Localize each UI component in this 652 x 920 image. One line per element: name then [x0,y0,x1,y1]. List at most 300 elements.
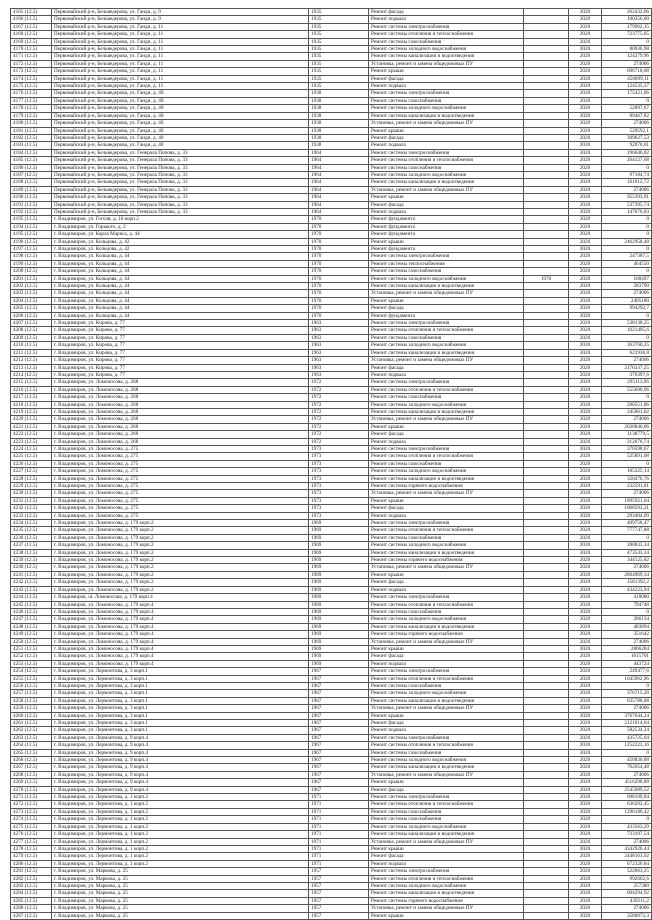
address-cell: г. Владимиров, ул. Ломоносова, д. 179 корп.2 [52,564,309,571]
extra-year-cell [524,394,569,401]
amount-cell: 309627,53 [602,134,652,141]
table-row [11,527,652,534]
amount-cell: 97184,74 [602,171,652,178]
plan-year-cell: 2020 [569,260,602,267]
row-id-cell: 4195 (12.5) [11,216,52,223]
row-id-cell: 4275 (12.5) [11,823,52,830]
plan-year-cell: 2020 [569,342,602,349]
extra-year-cell [524,297,569,304]
build-year-cell: 1969 [309,660,369,667]
amount-cell: 274006 [602,416,652,423]
extra-year-cell [524,660,569,667]
work-type-cell: Ремонт подвала [369,727,524,734]
plan-year-cell: 2020 [569,860,602,867]
work-type-cell: Ремонт системы теплоснабжения [369,260,524,267]
build-year-cell: 1957 [309,882,369,889]
table-row [11,416,652,423]
row-id-cell: 4273 (12.5) [11,808,52,815]
address-cell: Первомайский р-н, Бельведерова, ул. Ганди, д. 11 [52,68,309,75]
table-row [11,149,652,156]
plan-year-cell: 2020 [569,231,602,238]
amount-cell: 555600,96 [602,386,652,393]
plan-year-cell: 2020 [569,142,602,149]
amount-cell: 196646,02 [602,149,652,156]
work-type-cell: Ремонт системы газоснабжения [369,808,524,815]
plan-year-cell: 2020 [569,823,602,830]
amount-cell: 0 [602,268,652,275]
amount-cell: 124279,96 [602,53,652,60]
plan-year-cell: 2020 [569,520,602,527]
table-row [11,186,652,193]
work-type-cell: Ремонт крыши [369,194,524,201]
address-cell: г. Владимиров, ул. Лермонтова, д. 9 корп.4 [52,757,309,764]
address-cell: г. Владимиров, ул. Лермонтова, д. 3 корп.1 [52,682,309,689]
amount-cell: 604294,92 [602,890,652,897]
plan-year-cell: 2020 [569,297,602,304]
amount-cell: 696718,08 [602,68,652,75]
table-row [11,645,652,652]
address-cell: г. Владимиров, ул. Ломоносова, д. 268 [52,401,309,408]
plan-year-cell: 2020 [569,712,602,719]
plan-year-cell: 2020 [569,631,602,638]
plan-year-cell: 2020 [569,386,602,393]
extra-year-cell [524,386,569,393]
plan-year-cell: 2020 [569,216,602,223]
row-id-cell: 4168 (12.5) [11,31,52,38]
amount-cell: 274006 [602,60,652,67]
table-row [11,460,652,467]
address-cell: г. Владимиров, ул. Лермонтова, д. 3 корп.1 [52,675,309,682]
row-id-cell: 4287 (12.5) [11,912,52,919]
work-type-cell: Ремонт системы канализации и водоотведения [369,697,524,704]
extra-year-cell [524,120,569,127]
table-row [11,497,652,504]
row-id-cell: 4227 (12.5) [11,468,52,475]
table-row [11,305,652,312]
extra-year-cell [524,749,569,756]
plan-year-cell: 2020 [569,127,602,134]
build-year-cell: 1957 [309,905,369,912]
work-type-cell: Установка, ремонт и замена общедомовых ПУ [369,120,524,127]
table-row [11,764,652,771]
row-id-cell: 4185 (12.5) [11,157,52,164]
table-row [11,875,652,882]
build-year-cell: 1972 [309,431,369,438]
extra-year-cell [524,497,569,504]
address-cell: г. Владимиров, ул. Ломоносова, д. 179 корп.4 [52,623,309,630]
plan-year-cell: 2020 [569,579,602,586]
plan-year-cell: 2020 [569,660,602,667]
row-id-cell: 4263 (12.5) [11,734,52,741]
table-row [11,631,652,638]
plan-year-cell: 2020 [569,75,602,82]
extra-year-cell [524,779,569,786]
table-row [11,564,652,571]
row-id-cell: 4166 (12.5) [11,16,52,23]
build-year-cell: 1938 [309,105,369,112]
plan-year-cell: 2020 [569,171,602,178]
row-id-cell: 4207 (12.5) [11,320,52,327]
address-cell: г. Владимиров, ул. Лермонтова, д. 9 корп.4 [52,771,309,778]
plan-year-cell: 2020 [569,431,602,438]
amount-cell: 672326,84 [602,860,652,867]
plan-year-cell: 2020 [569,483,602,490]
work-type-cell: Ремонт фасада [369,134,524,141]
address-cell: г. Владимиров, ул. Кольцова, д. 44 [52,283,309,290]
extra-year-cell [524,727,569,734]
work-type-cell: Установка, ремонт и замена общедомовых ПУ [369,490,524,497]
row-id-cell: 4218 (12.5) [11,401,52,408]
work-type-cell: Ремонт системы канализации и водоотведения [369,283,524,290]
plan-year-cell: 2020 [569,194,602,201]
plan-year-cell: 2020 [569,401,602,408]
amount-cell: 274006 [602,490,652,497]
work-type-cell: Ремонт фасада [369,653,524,660]
work-type-cell: Ремонт системы электроснабжения [369,520,524,527]
build-year-cell: 1969 [309,653,369,660]
table-row [11,586,652,593]
work-type-cell: Ремонт системы канализации и водоотведения [369,349,524,356]
address-cell: г. Владимиров, ул. Ломоносова, д. 275 [52,505,309,512]
build-year-cell: 1938 [309,142,369,149]
build-year-cell: 1970 [309,283,369,290]
table-row [11,512,652,519]
build-year-cell: 1967 [309,786,369,793]
row-id-cell: 4272 (12.5) [11,801,52,808]
plan-year-cell: 2020 [569,868,602,875]
build-year-cell: 1969 [309,549,369,556]
plan-year-cell: 2020 [569,453,602,460]
work-type-cell: Ремонт крыши [369,845,524,852]
table-row [11,860,652,867]
extra-year-cell [524,164,569,171]
address-cell: г. Владимиров, ул. Ломоносова, д. 268 [52,416,309,423]
extra-year-cell [524,757,569,764]
table-row [11,720,652,727]
extra-year-cell [524,823,569,830]
row-id-cell: 4197 (12.5) [11,246,52,253]
address-cell: г. Владимиров, ул. Лермонтова, д. 9 корп.4 [52,779,309,786]
row-id-cell: 4219 (12.5) [11,408,52,415]
address-cell: г. Владимиров, ул. Ломоносова, д. 179 корп.2 [52,549,309,556]
amount-cell: 0 [602,164,652,171]
row-id-cell: 4279 (12.5) [11,853,52,860]
address-cell: г. Владимиров, ул. Кирова, д. 77 [52,357,309,364]
address-cell: г. Владимиров, ул. Ломоносова, д. 179 корп.2 [52,571,309,578]
address-cell: Первомайский р-н, Бельведерова, ул. Ганди, д. 40 [52,97,309,104]
table-row [11,327,652,334]
plan-year-cell: 2020 [569,497,602,504]
table-row [11,675,652,682]
extra-year-cell [524,179,569,186]
amount-cell: 274006 [602,186,652,193]
extra-year-cell [524,801,569,808]
address-cell: г. Владимиров, ул. Ломоносова, д. 275 [52,512,309,519]
address-cell: г. Владимиров, ул. Маркова, д. 25 [52,905,309,912]
work-type-cell: Ремонт фасада [369,364,524,371]
amount-cell: 777747,88 [602,527,652,534]
table-row [11,690,652,697]
amount-cell: 1615701 [602,653,652,660]
address-cell: г. Владимиров, ул. Лермонтова, д. 3 корп.1 [52,668,309,675]
row-id-cell: 4169 (12.5) [11,38,52,45]
table-row [11,423,652,430]
build-year-cell: 1972 [309,386,369,393]
build-year-cell: 1935 [309,9,369,16]
plan-year-cell: 2020 [569,445,602,452]
row-id-cell: 4285 (12.5) [11,897,52,904]
plan-year-cell: 2020 [569,364,602,371]
amount-cell: 0 [602,97,652,104]
plan-year-cell: 2020 [569,305,602,312]
amount-cell: 0 [602,749,652,756]
extra-year-cell [524,668,569,675]
row-id-cell: 4176 (12.5) [11,90,52,97]
extra-year-cell [524,631,569,638]
address-cell: Первомайский р-н, Бельведерова, ул. Ганди, д. 9 [52,9,309,16]
table-row [11,83,652,90]
extra-year-cell [524,608,569,615]
extra-year-cell [524,290,569,297]
amount-cell: 274006 [602,638,652,645]
plan-year-cell: 2020 [569,845,602,852]
work-type-cell: Ремонт системы горячего водоснабжения [369,631,524,638]
work-type-cell: Ремонт системы отопления и теплоснабжения [369,527,524,534]
build-year-cell: 1963 [309,334,369,341]
row-id-cell: 4205 (12.5) [11,305,52,312]
plan-year-cell: 2020 [569,586,602,593]
extra-year-cell [524,31,569,38]
extra-year-cell [524,364,569,371]
row-id-cell: 4212 (12.5) [11,357,52,364]
extra-year-cell [524,505,569,512]
row-id-cell: 4241 (12.5) [11,571,52,578]
address-cell: г. Владимиров, ул. Кольцова, д. 42 [52,246,309,253]
amount-cell: 0 [602,608,652,615]
extra-year-cell [524,371,569,378]
amount-cell: 185325,14 [602,468,652,475]
work-type-cell: Ремонт фасада [369,305,524,312]
address-cell: г. Владимиров, ул. Маркова, д. 25 [52,882,309,889]
build-year-cell: 1970 [309,305,369,312]
address-cell: Первомайский р-н, Бельведерова, ул. Ганди, д. 11 [52,23,309,30]
extra-year-cell [524,431,569,438]
extra-year-cell [524,268,569,275]
plan-year-cell: 2020 [569,268,602,275]
amount-cell: 168497 [602,275,652,282]
work-type-cell: Ремонт системы канализации и водоотведения [369,890,524,897]
work-type-cell: Ремонт системы газоснабжения [369,97,524,104]
table-row [11,557,652,564]
plan-year-cell: 2020 [569,675,602,682]
row-id-cell: 4165 (12.5) [11,9,52,16]
address-cell: г. Владимиров, ул. Маркова, д. 25 [52,890,309,897]
extra-year-cell [524,520,569,527]
build-year-cell: 1967 [309,734,369,741]
work-type-cell: Ремонт подвала [369,660,524,667]
table-row [11,46,652,53]
extra-year-cell [524,912,569,919]
work-type-cell: Ремонт крыши [369,297,524,304]
table-row [11,90,652,97]
address-cell: г. Владимиров, ул. Ломоносова, д. 268 [52,394,309,401]
build-year-cell: 1972 [309,423,369,430]
amount-cell: 280033,34 [602,542,652,549]
extra-year-cell [524,157,569,164]
build-year-cell: 1972 [309,379,369,386]
table-row [11,223,652,230]
work-type-cell: Ремонт подвала [369,586,524,593]
extra-year-cell [524,320,569,327]
table-row [11,453,652,460]
table-row [11,253,652,260]
build-year-cell: 1969 [309,586,369,593]
extra-year-cell [524,890,569,897]
amount-cell: 89467,82 [602,112,652,119]
row-id-cell: 4260 (12.5) [11,712,52,719]
table-row [11,179,652,186]
amount-cell: 247387,5 [602,253,652,260]
address-cell: г. Владимиров, ул. Ломоносова, д. 179 корп.4 [52,608,309,615]
address-cell: г. Владимиров, ул. Ломоносова, д. 179 корп.4 [52,631,309,638]
plan-year-cell: 2020 [569,557,602,564]
table-row [11,808,652,815]
work-type-cell: Ремонт системы электроснабжения [369,594,524,601]
extra-year-cell [524,23,569,30]
plan-year-cell: 2020 [569,179,602,186]
amount-cell: 264127,68 [602,157,652,164]
table-row [11,438,652,445]
table-row [11,194,652,201]
row-id-cell: 4190 (12.5) [11,194,52,201]
plan-year-cell: 2020 [569,512,602,519]
table-row [11,60,652,67]
row-id-cell: 4251 (12.5) [11,645,52,652]
amount-cell: 538138,25 [602,320,652,327]
work-type-cell: Ремонт фасада [369,9,524,16]
table-row [11,164,652,171]
plan-year-cell: 2020 [569,682,602,689]
amount-cell: 257380 [602,882,652,889]
plan-year-cell: 2020 [569,105,602,112]
amount-cell: 762654,48 [602,764,652,771]
extra-year-cell [524,238,569,245]
extra-year-cell [524,897,569,904]
extra-year-cell [524,527,569,534]
row-id-cell: 4220 (12.5) [11,416,52,423]
work-type-cell: Ремонт системы холодного водоснабжения [369,757,524,764]
table-row [11,882,652,889]
amount-cell: 1895921,64 [602,497,652,504]
build-year-cell: 1969 [309,601,369,608]
table-row [11,668,652,675]
address-cell: г. Владимиров, ул. Ломоносова, д. 179 корп.2 [52,542,309,549]
row-id-cell: 4270 (12.5) [11,786,52,793]
amount-cell: 274006 [602,564,652,571]
table-row [11,757,652,764]
build-year-cell: 1971 [309,860,369,867]
build-year-cell: 1972 [309,394,369,401]
build-year-cell: 1964 [309,201,369,208]
work-type-cell: Ремонт фундамента [369,231,524,238]
build-year-cell: 1973 [309,505,369,512]
build-year-cell: 1967 [309,690,369,697]
amount-cell: 320476,76 [602,475,652,482]
plan-year-cell: 2020 [569,779,602,786]
table-row [11,697,652,704]
row-id-cell: 4183 (12.5) [11,142,52,149]
row-id-cell: 4215 (12.5) [11,379,52,386]
extra-year-cell [524,601,569,608]
plan-year-cell: 2020 [569,690,602,697]
work-type-cell: Ремонт подвала [369,83,524,90]
plan-year-cell: 2020 [569,416,602,423]
address-cell: г. Владимиров, ул. Лермонтова, д. 1 корп.2 [52,845,309,852]
row-id-cell: 4266 (12.5) [11,757,52,764]
work-type-cell: Установка, ремонт и замена общедомовых ПУ [369,357,524,364]
plan-year-cell: 2020 [569,905,602,912]
row-id-cell: 4264 (12.5) [11,742,52,749]
plan-year-cell: 2020 [569,668,602,675]
amount-cell: 723775,65 [602,31,652,38]
build-year-cell: 1969 [309,638,369,645]
address-cell: Первомайский р-н, Бельведерова, ул. Ганди, д. 11 [52,53,309,60]
amount-cell: 522063,25 [602,868,652,875]
extra-year-cell [524,105,569,112]
amount-cell: 124535,37 [602,83,652,90]
address-cell: Первомайский р-н, Бельведерова, ул. Генерала Попова, д. 33 [52,171,309,178]
build-year-cell: 1973 [309,445,369,452]
build-year-cell: 1967 [309,742,369,749]
work-type-cell: Ремонт системы холодного водоснабжения [369,342,524,349]
extra-year-cell [524,38,569,45]
amount-cell: 274006 [602,905,652,912]
row-id-cell: 4252 (12.5) [11,653,52,660]
amount-cell: 955393,91 [602,194,652,201]
row-id-cell: 4175 (12.5) [11,83,52,90]
extra-year-cell [524,134,569,141]
extra-year-cell [524,549,569,556]
row-id-cell: 4201 (12.5) [11,275,52,282]
row-id-cell: 4255 (12.5) [11,675,52,682]
work-type-cell: Установка, ремонт и замена общедомовых ПУ [369,638,524,645]
address-cell: Первомайский р-н, Бельведерова, ул. Генерала Попова, д. 33 [52,201,309,208]
address-cell: г. Владимиров, ул. Лермонтова, д. 3 корп.1 [52,690,309,697]
amount-cell: 0 [602,312,652,319]
work-type-cell: Установка, ремонт и замена общедомовых ПУ [369,564,524,571]
table-row [11,208,652,215]
build-year-cell: 1971 [309,823,369,830]
build-year-cell: 1969 [309,534,369,541]
extra-year-cell [524,742,569,749]
table-row [11,816,652,823]
extra-year-cell [524,379,569,386]
extra-year-cell [524,638,569,645]
amount-cell: 345861,02 [602,408,652,415]
table-row [11,283,652,290]
work-type-cell: Ремонт системы холодного водоснабжения [369,882,524,889]
amount-cell: 370598,67 [602,445,652,452]
plan-year-cell: 2020 [569,186,602,193]
work-type-cell: Ремонт системы холодного водоснабжения [369,690,524,697]
extra-year-cell [524,905,569,912]
extra-year-cell [524,771,569,778]
work-type-cell: Ремонт системы электроснабжения [369,90,524,97]
amount-cell: 293404,09 [602,512,652,519]
table-row [11,142,652,149]
address-cell: г. Владимиров, ул. Ломоносова, д. 268 [52,386,309,393]
extra-year-cell [524,75,569,82]
